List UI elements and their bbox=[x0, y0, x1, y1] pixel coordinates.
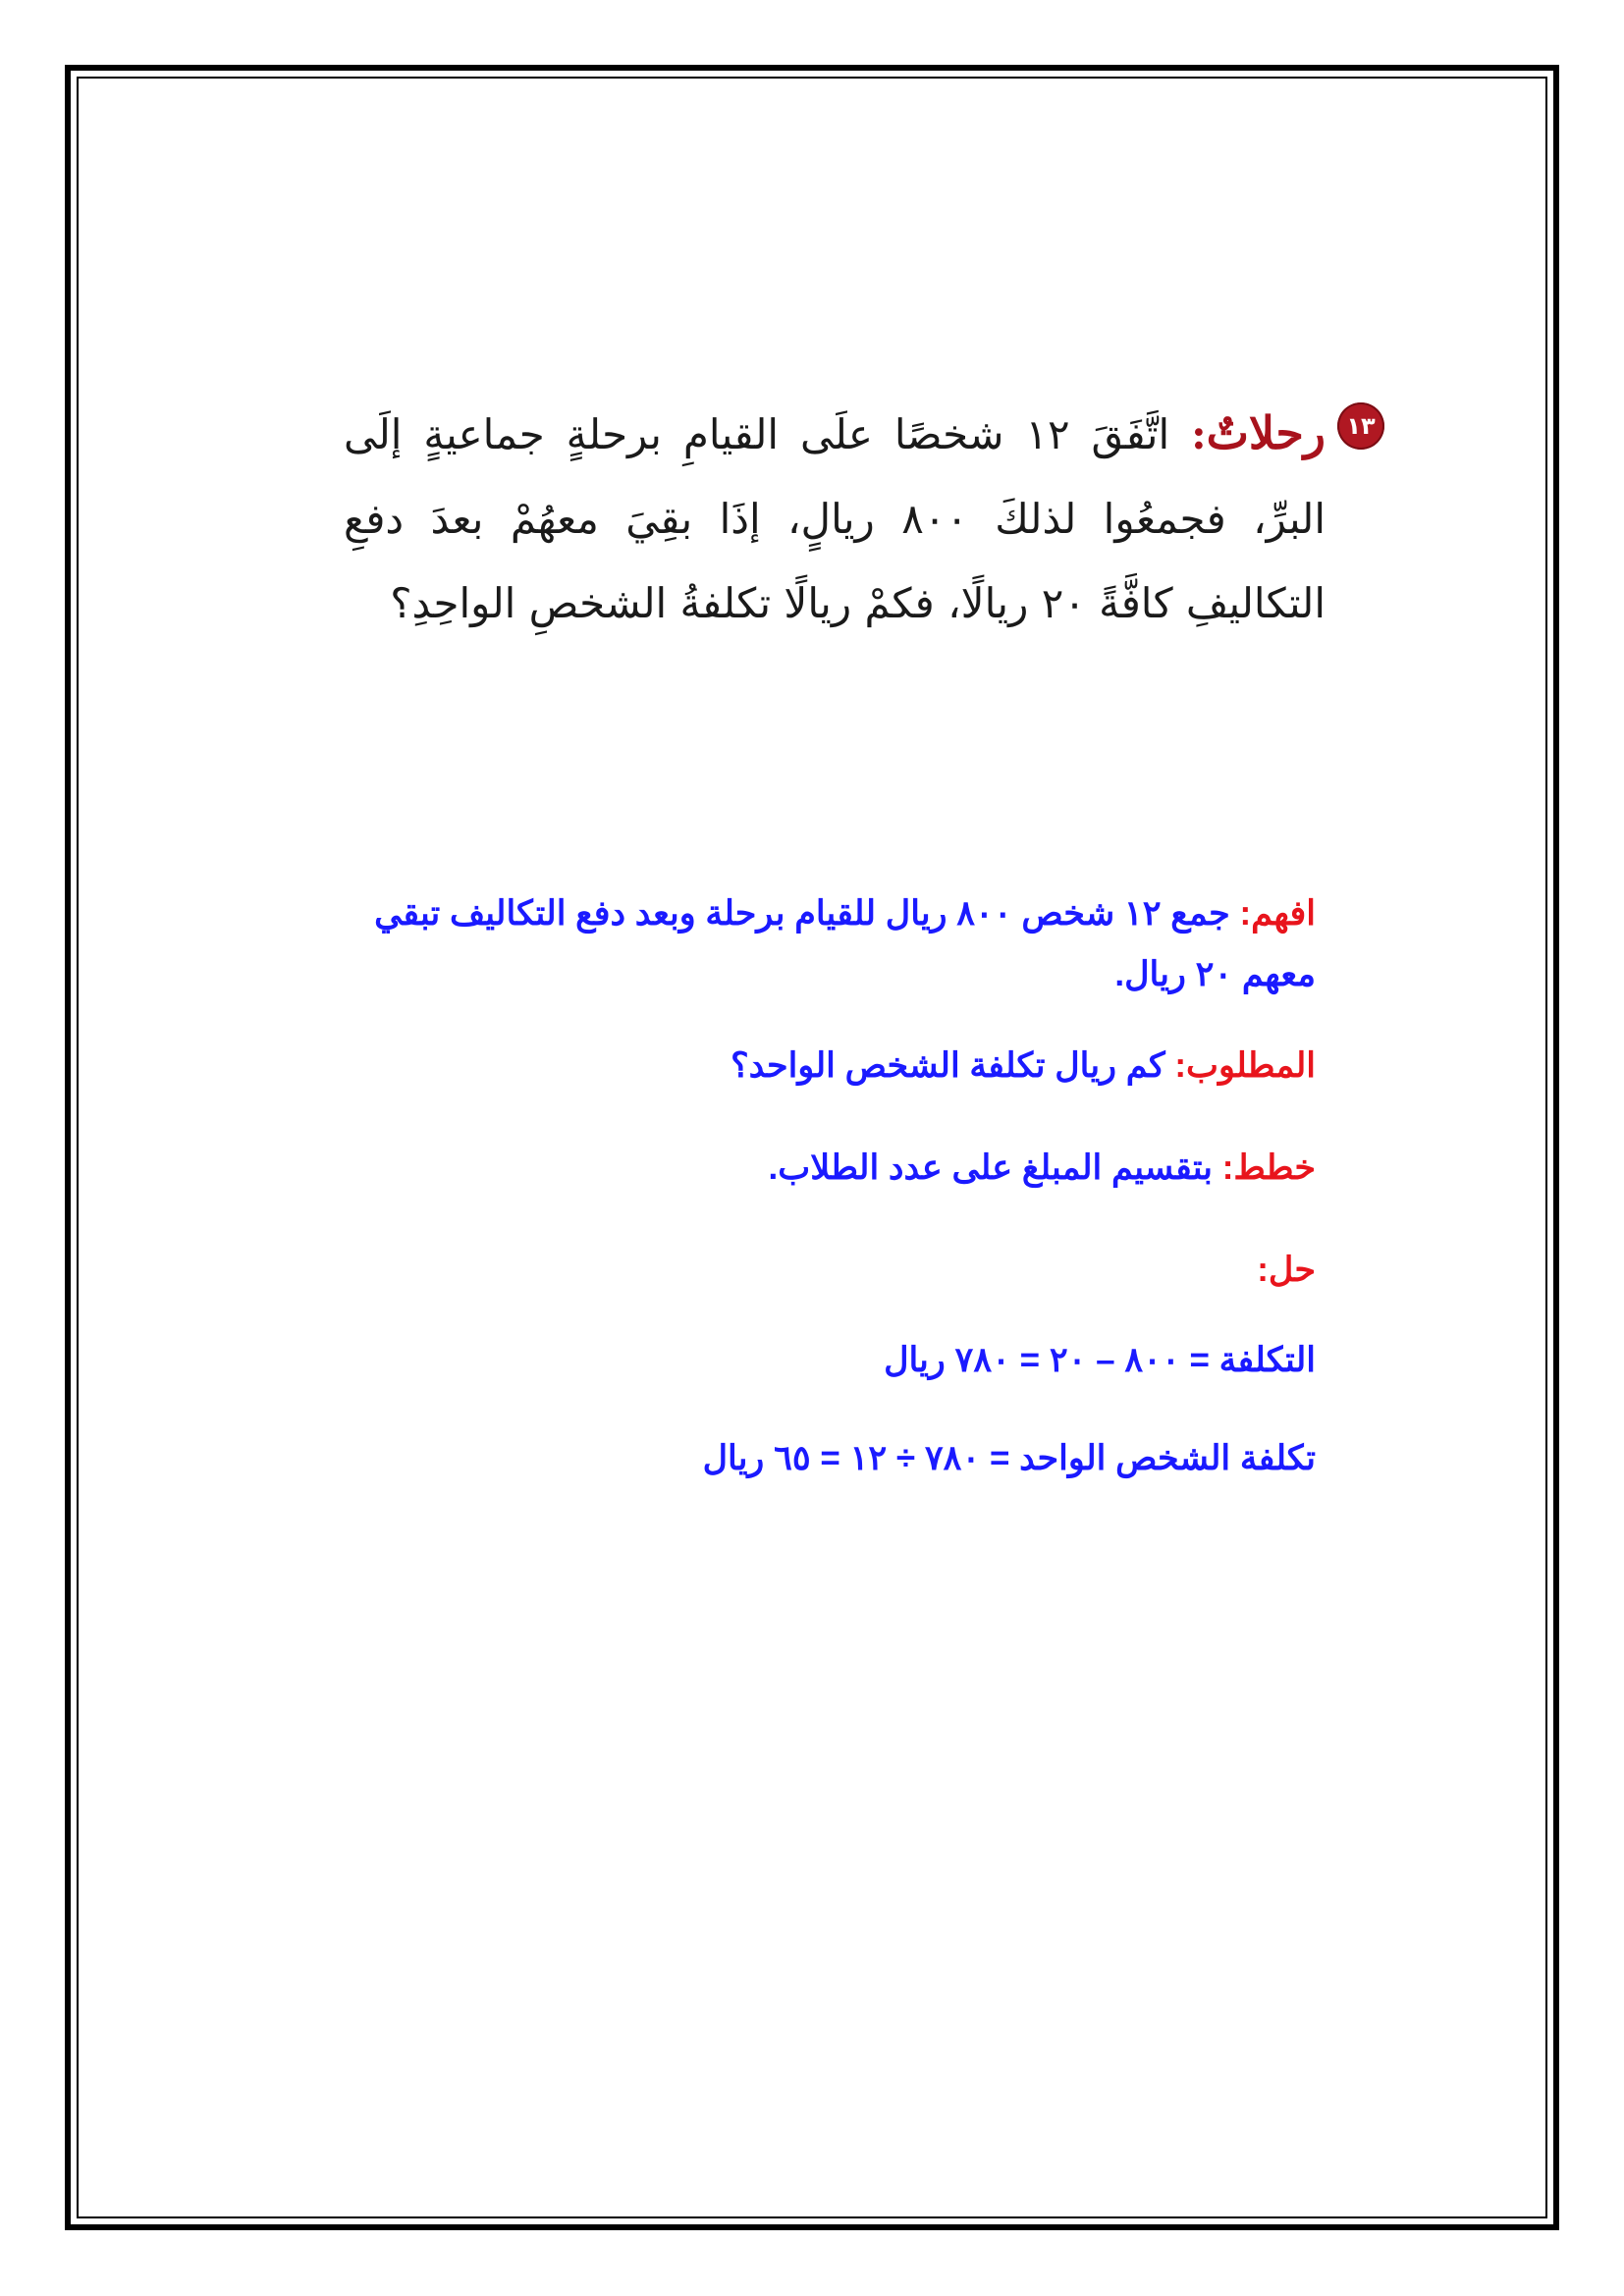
problem-title-colon: : bbox=[1191, 410, 1207, 458]
per-person-step: تكلفة الشخص الواحد = ٧٨٠ ÷ ١٢ = ٦٥ ريال bbox=[702, 1439, 1316, 1477]
understand-text: جمع ١٢ شخص ٨٠٠ ريال للقيام برحلة وبعد دفع التكاليف تبقي معهم ٢٠ ريال. bbox=[374, 894, 1316, 993]
solve-label: حل: bbox=[1257, 1251, 1316, 1289]
problem-statement bbox=[344, 391, 1326, 646]
plan-text: بتقسيم المبلغ على عدد الطلاب. bbox=[768, 1148, 1222, 1187]
required-text: كم ريال تكلفة الشخص الواحد؟ bbox=[731, 1046, 1175, 1085]
problem-block bbox=[344, 383, 1384, 766]
plan-line bbox=[295, 1148, 1316, 1188]
solve-line bbox=[295, 1251, 1316, 1290]
plan-label: خطط: bbox=[1221, 1148, 1316, 1187]
problem-number-badge: ١٣ bbox=[1337, 402, 1384, 450]
problem-text: اتَّفَقَ ١٢ شخصًا علَى القيامِ برحلةٍ جماعيةٍ إلَى البرِّ، فجمعُوا لذلكَ ٨٠٠ ريالٍ، إذَا بقِيَ معهُمْ بعدَ دفعِ التكاليفِ كافَّةً ٢٠ ريالًا، فكمْ ريالًا تكلفةُ الشخصِ الواحِدِ؟ bbox=[344, 410, 1326, 627]
understand-line bbox=[295, 883, 1316, 1005]
required-line bbox=[295, 1046, 1316, 1086]
required-label: المطلوب: bbox=[1174, 1046, 1316, 1085]
understand-label: افهم: bbox=[1239, 894, 1316, 933]
problem-title: رحلاتٌ bbox=[1206, 406, 1326, 459]
cost-step: التكلفة = ٨٠٠ – ٢٠ = ٧٨٠ ريال bbox=[884, 1341, 1316, 1379]
